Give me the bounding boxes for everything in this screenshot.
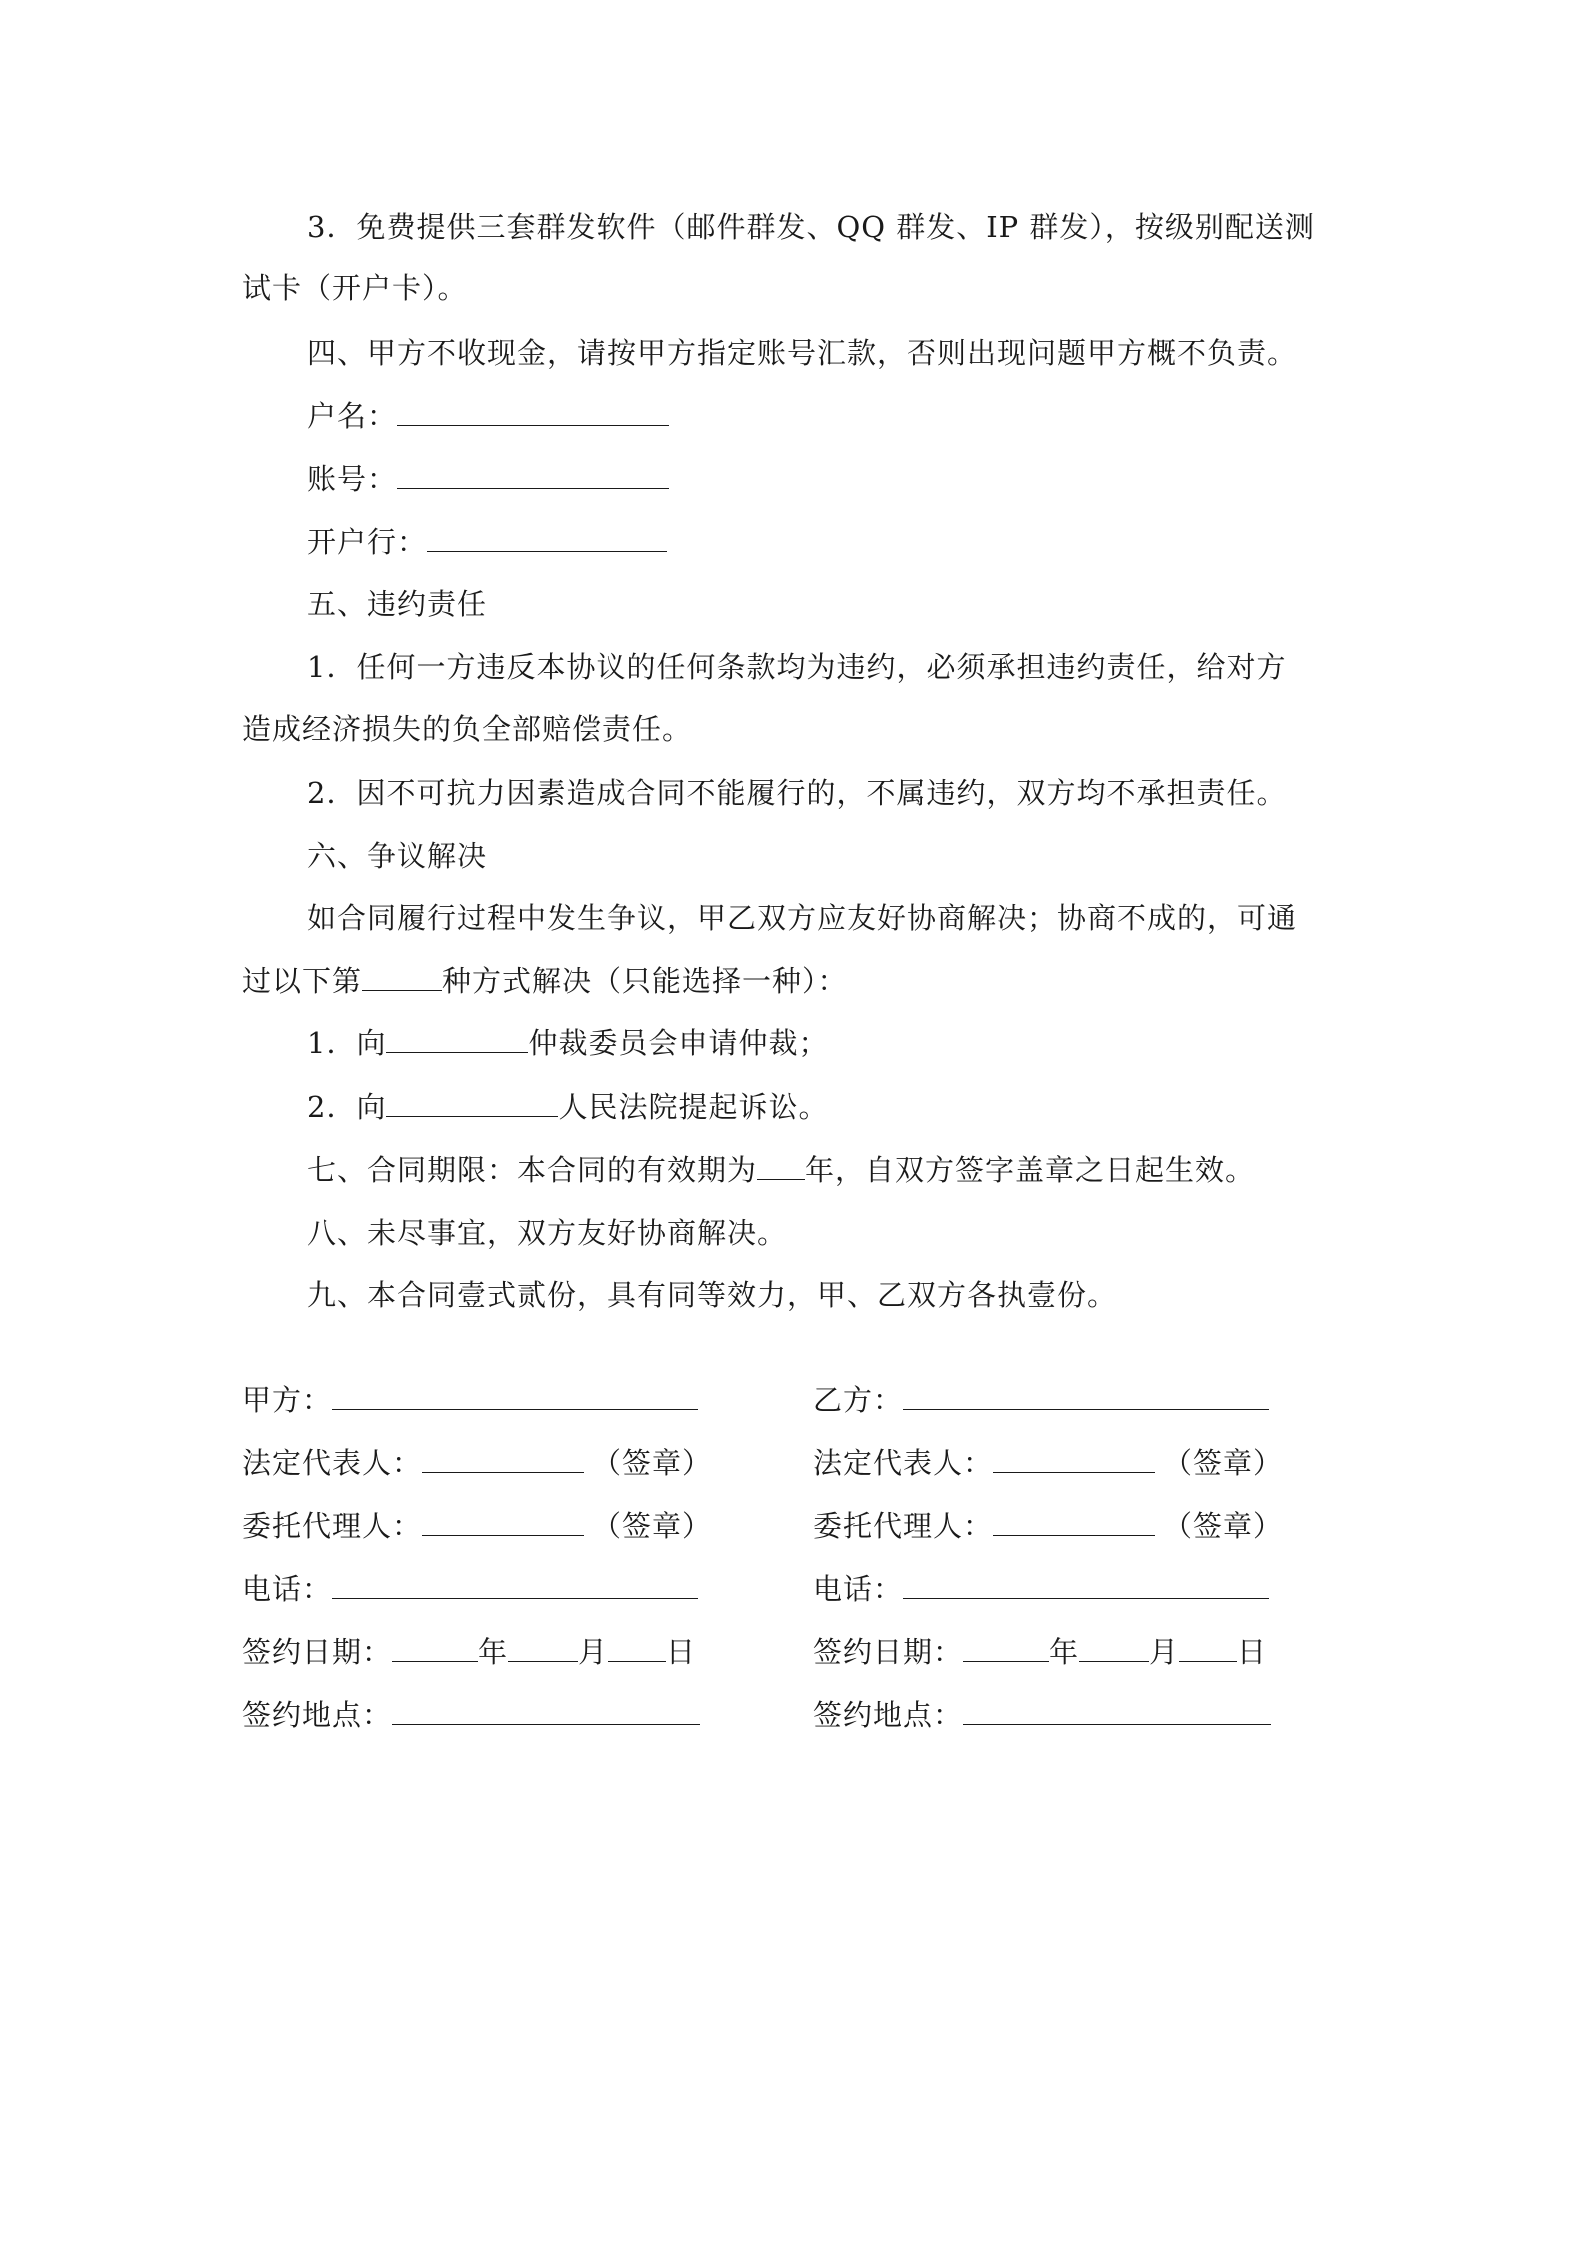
party-b-legal-rep-row [813,1443,1283,1483]
dispute-para-line-1: 如合同履行过程中发生争议，甲乙双方应友好协商解决；协商不成的，可通 [307,901,1298,935]
party-b-year-field[interactable] [963,1633,1049,1662]
item-3-line-2: 试卡（开户卡）。 [242,271,468,305]
party-b-phone-label: 电话： [813,1572,904,1606]
dispute-option-2 [307,1087,828,1127]
breach-item-2: 2．因不可抗力因素造成合同不能履行的，不属违约，双方均不承担责任。 [307,776,1287,810]
dispute-para-line-2 [242,961,848,1001]
party-b-date-row [813,1632,1267,1672]
party-b-agent-field[interactable] [993,1507,1155,1536]
dispute-option-2-end: 人民法院提起诉讼。 [558,1090,829,1124]
bank-label: 开户行： [307,525,428,559]
party-b-field[interactable] [903,1381,1269,1410]
party-a-legal-rep-label: 法定代表人： [242,1446,423,1480]
dispute-option-1-end: 仲裁委员会申请仲裁； [528,1026,829,1060]
section-seven-end: 年，自双方签字盖章之日起生效。 [805,1153,1256,1187]
party-b-label: 乙方： [813,1383,904,1417]
item-3-line-1: 3．免费提供三套群发软件（邮件群发、QQ 群发、IP 群发），按级别配送测 [307,210,1315,244]
bank-row [307,522,667,562]
party-a-month-label: 月 [578,1635,609,1669]
party-a-field[interactable] [332,1381,698,1410]
party-a-year-label: 年 [478,1635,509,1669]
party-b-legal-rep-seal: （签章） [1163,1446,1284,1480]
dispute-option-1-start: 1．向 [307,1026,387,1060]
account-name-field[interactable] [397,397,669,426]
party-a-day-field[interactable] [608,1633,666,1662]
dispute-option-2-start: 2．向 [307,1090,387,1124]
party-b-agent-row [813,1506,1283,1546]
section-six-heading: 六、争议解决 [307,839,488,873]
party-a-day-label: 日 [666,1635,697,1669]
party-a-date-row [242,1632,696,1672]
party-b-day-label: 日 [1237,1635,1268,1669]
bank-field[interactable] [427,523,667,552]
court-field[interactable] [386,1088,558,1117]
party-a-phone-row [242,1569,698,1609]
party-b-month-label: 月 [1149,1635,1180,1669]
dispute-method-field[interactable] [362,962,442,991]
party-a-legal-rep-field[interactable] [422,1444,584,1473]
party-a-agent-label: 委托代理人： [242,1509,423,1543]
party-b-legal-rep-field[interactable] [993,1444,1155,1473]
breach-item-1-line-2: 造成经济损失的负全部赔偿责任。 [242,712,693,746]
party-a-legal-rep-seal: （签章） [592,1446,713,1480]
party-a-place-label: 签约地点： [242,1698,393,1732]
party-a-place-row [242,1695,700,1735]
party-a-label: 甲方： [242,1383,333,1417]
party-a-agent-field[interactable] [422,1507,584,1536]
dispute-option-1 [307,1023,828,1063]
party-b-place-label: 签约地点： [813,1698,964,1732]
party-a-year-field[interactable] [392,1633,478,1662]
section-seven [307,1150,1255,1190]
section-seven-start: 七、合同期限：本合同的有效期为 [307,1153,758,1187]
party-a-phone-label: 电话： [242,1572,333,1606]
party-a-agent-seal: （签章） [592,1509,713,1543]
party-a-month-field[interactable] [508,1633,578,1662]
section-four-heading: 四、甲方不收现金，请按甲方指定账号汇款，否则出现问题甲方概不负责。 [307,336,1298,370]
account-number-field[interactable] [397,460,669,489]
section-five-heading: 五、违约责任 [307,587,488,621]
party-b-date-label: 签约日期： [813,1635,964,1669]
account-name-label: 户名： [307,399,398,433]
arbitration-committee-field[interactable] [386,1024,528,1053]
account-name-row [307,396,669,436]
party-a-agent-row [242,1506,712,1546]
dispute-para-line-2-start: 过以下第 [242,964,363,998]
party-b-place-row [813,1695,1271,1735]
party-b-phone-field[interactable] [903,1570,1269,1599]
party-b-month-field[interactable] [1079,1633,1149,1662]
party-b-year-label: 年 [1049,1635,1080,1669]
party-b-agent-label: 委托代理人： [813,1509,994,1543]
party-b-day-field[interactable] [1179,1633,1237,1662]
party-b-agent-seal: （签章） [1163,1509,1284,1543]
section-nine: 九、本合同壹式贰份，具有同等效力，甲、乙双方各执壹份。 [307,1278,1118,1312]
party-a-place-field[interactable] [392,1696,700,1725]
party-b-phone-row [813,1569,1269,1609]
account-number-label: 账号： [307,462,398,496]
party-b-row [813,1380,1269,1420]
party-b-place-field[interactable] [963,1696,1271,1725]
section-eight: 八、未尽事宜，双方友好协商解决。 [307,1216,788,1250]
dispute-para-line-2-end: 种方式解决（只能选择一种）： [442,964,848,998]
party-a-phone-field[interactable] [332,1570,698,1599]
contract-term-field[interactable] [757,1151,805,1180]
party-b-legal-rep-label: 法定代表人： [813,1446,994,1480]
account-number-row [307,459,669,499]
breach-item-1-line-1: 1．任何一方违反本协议的任何条款均为违约，必须承担违约责任，给对方 [307,650,1287,684]
party-a-date-label: 签约日期： [242,1635,393,1669]
party-a-legal-rep-row [242,1443,712,1483]
party-a-row [242,1380,698,1420]
